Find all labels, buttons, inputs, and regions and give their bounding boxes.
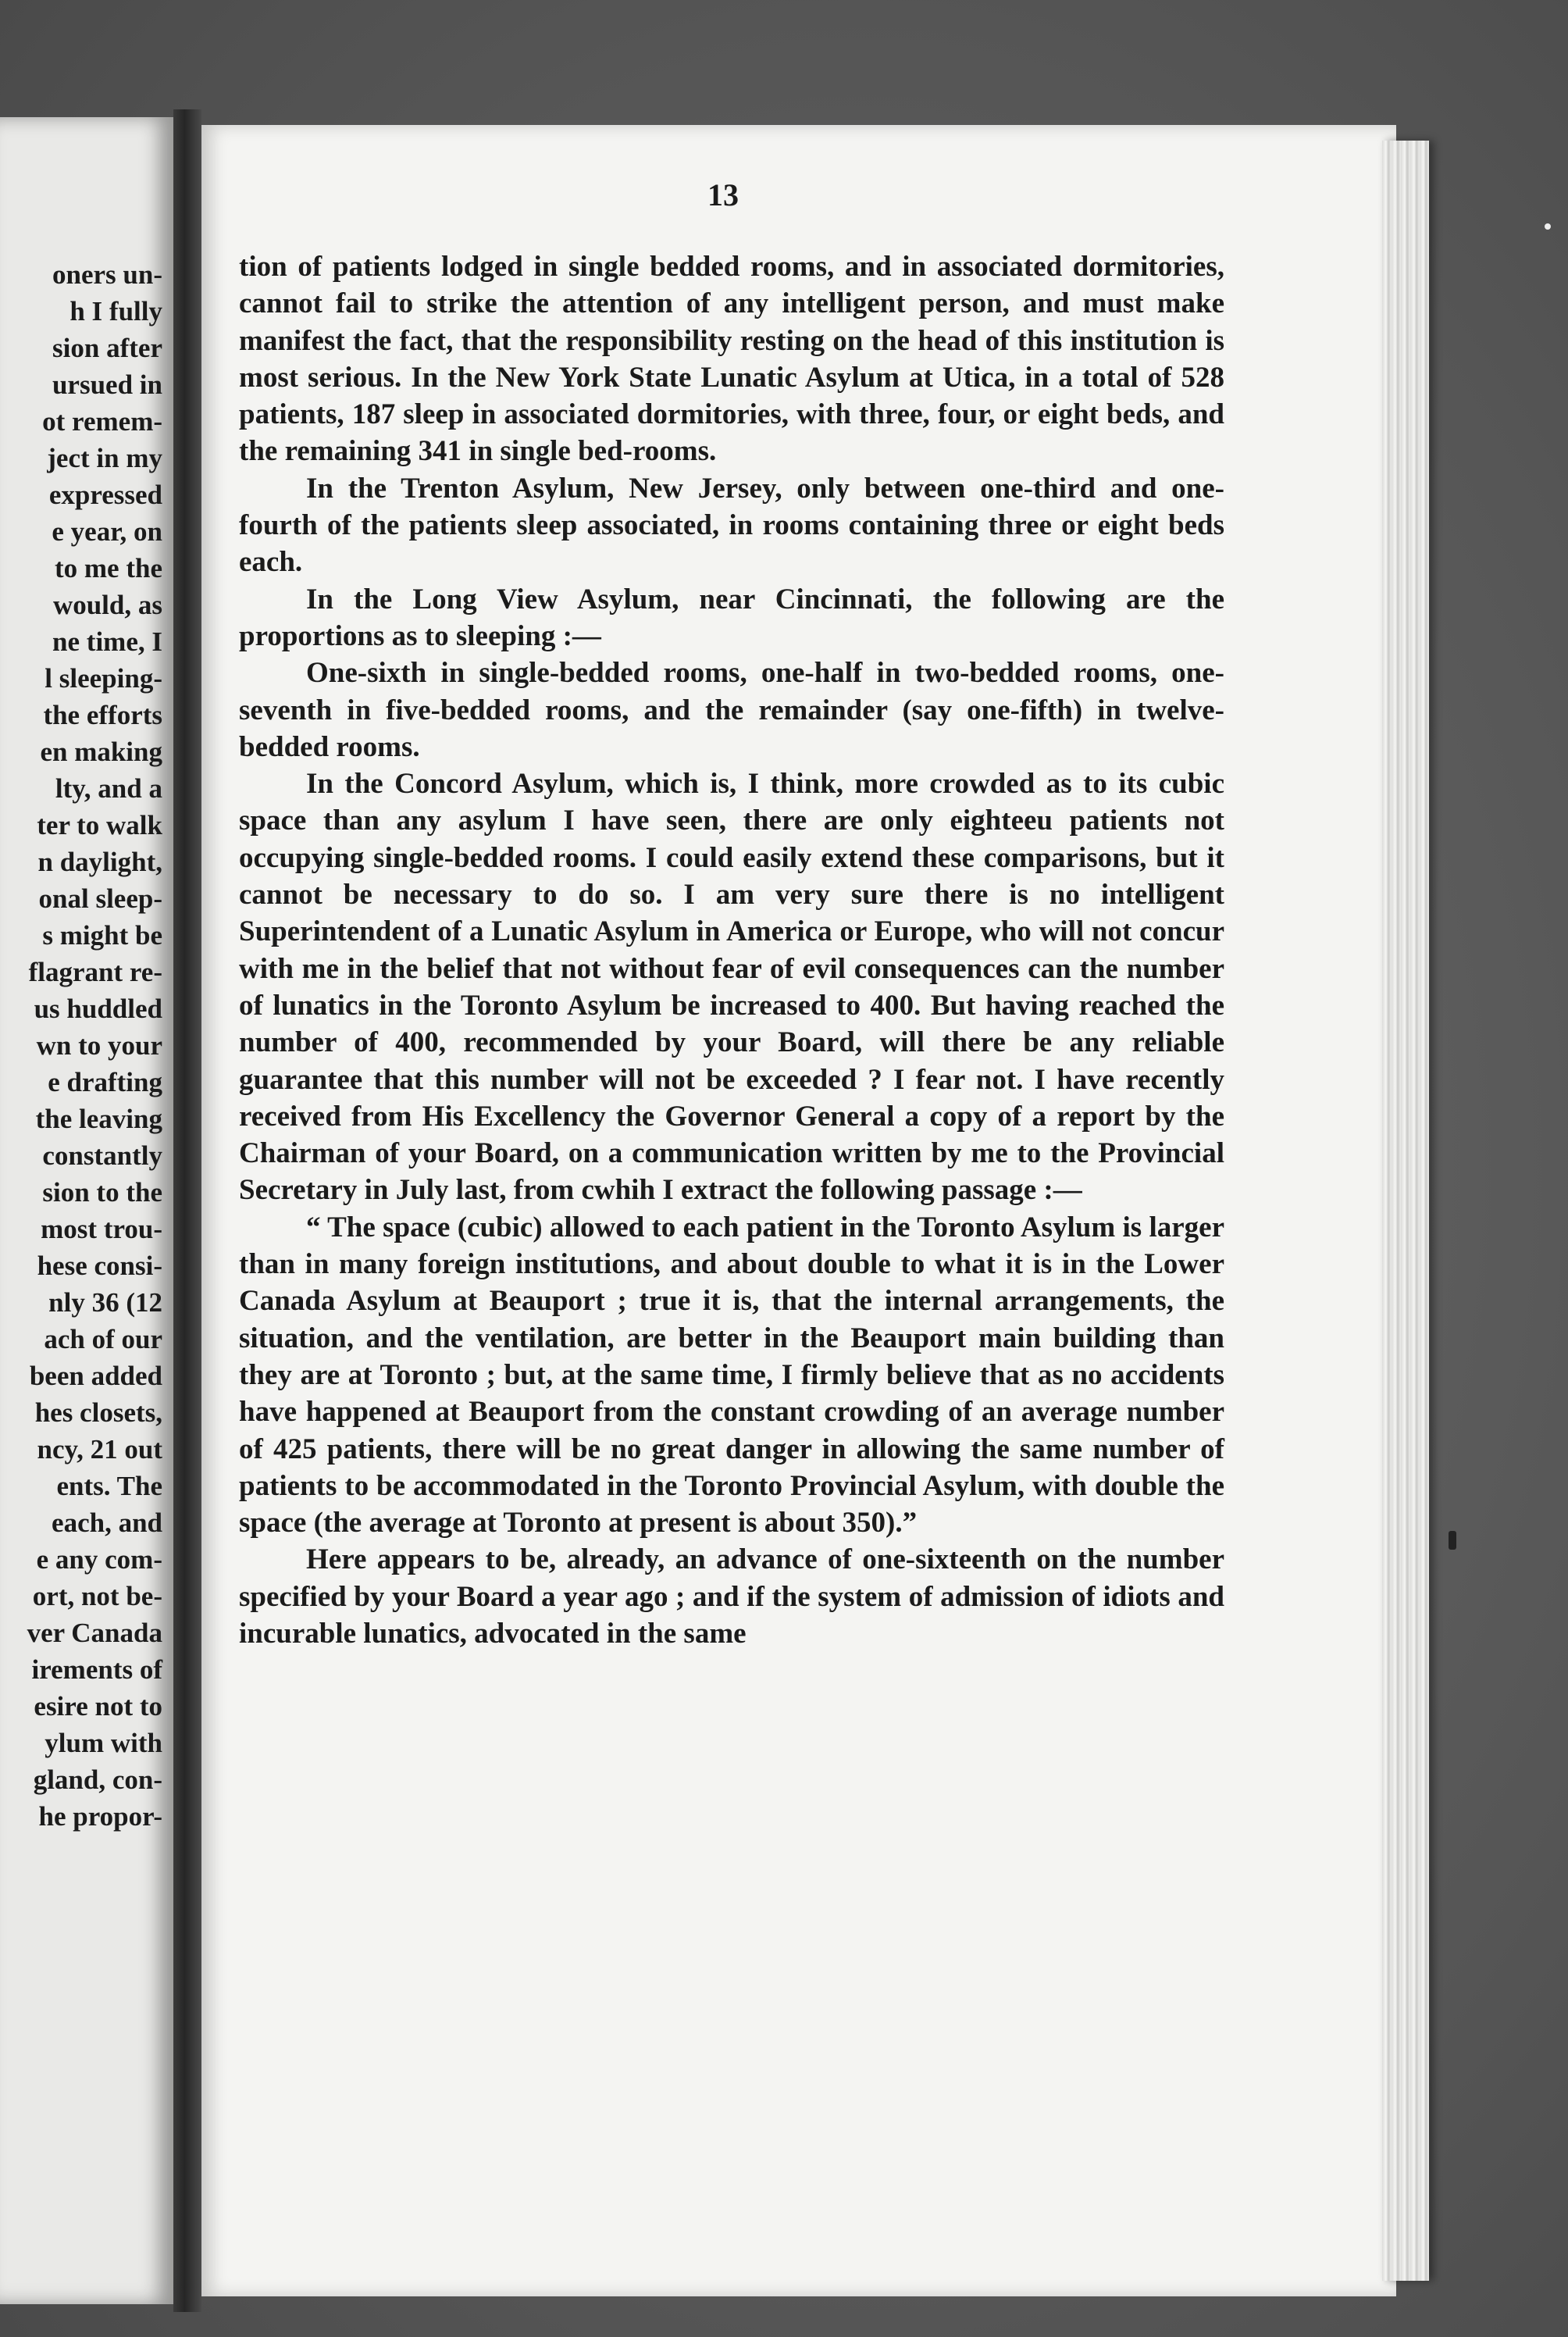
page-body-text — [239, 248, 1224, 1652]
previous-page-line: ject in my — [47, 443, 162, 473]
paragraph: In the Long View Asylum, near Cincinnati, the following are the proportions as to sleeping :— — [239, 583, 1224, 652]
previous-page-line: us huddled — [34, 994, 162, 1024]
previous-page-line: oners un- — [52, 259, 162, 290]
previous-page-line: constantly — [42, 1140, 162, 1171]
previous-page-line: the efforts — [43, 700, 162, 730]
previous-page-line: sion to the — [42, 1177, 162, 1208]
previous-page-line: s might be — [42, 920, 162, 951]
previous-page-line: to me the — [54, 553, 162, 583]
previous-page-line: hes closets, — [34, 1397, 162, 1428]
paragraph: Here appears to be, already, an advance of one-sixteenth on the number specified by your Board a year ago ; and if the system of admission of idiots and incurable lunatics, advocated in the same — [239, 1543, 1224, 1650]
paragraph: “ The space (cubic) allowed to each patient in the Toronto Asylum is larger than in many foreign institutions, and about double to what it is in the Lower Canada Asylum at Beauport ; true it is, that the internal arrangements, the situation, and the ventilation, are better in the Beauport main building than they are at Toronto ; but, at the same time, I firmly believe that as no accidents have happened at Beauport from the constant crowding of an average number of 425 patients, there will be no great danger in allowing the same number of patients to be accommodated in the Toronto Provincial Asylum, with double the space (the average at Toronto at present is about 350).” — [239, 1211, 1224, 1540]
previous-page-line: ursued in — [52, 369, 162, 400]
film-speck — [1449, 1531, 1456, 1550]
book-gutter — [173, 109, 201, 2312]
previous-page-line: been added — [29, 1361, 162, 1391]
previous-page-line: nly 36 (12 — [48, 1287, 162, 1318]
previous-page-line: ver Canada — [27, 1618, 162, 1648]
previous-page-line: ne time, I — [52, 626, 162, 657]
previous-page-line: expressed — [48, 480, 162, 510]
previous-page-line: ort, not be- — [32, 1581, 162, 1611]
previous-page-line: l sleeping- — [45, 663, 162, 694]
previous-page-line: e any com- — [36, 1544, 162, 1575]
previous-page-line: e year, on — [52, 516, 162, 547]
previous-page-line: the leaving — [35, 1104, 162, 1134]
paragraph: tion of patients lodged in single bedded rooms, and in associated dormitories, cannot fail to strike the attention of any intelligent person, and must make manifest the fact, that the responsibility resting on the head of this institution is most serious. In the New York State Lunatic Asylum at Utica, in a total of 528 patients, 187 sleep in associated dormitories, with three, four, or eight beds, and the remaining 341 in single bed-rooms. — [239, 251, 1224, 468]
previous-page-line: lty, and a — [55, 773, 162, 804]
previous-page-line: h I fully — [69, 296, 162, 326]
paragraph: In the Trenton Asylum, New Jersey, only between one-third and one-fourth of the patients sleep associated, in rooms containing three or eight beds each. — [239, 472, 1224, 579]
previous-page-line: would, as — [52, 590, 162, 620]
paragraph: In the Concord Asylum, which is, I think, more crowded as to its cubic space than any asylum I have seen, there are only eighteeu patients not occupying single-bedded rooms. I could easily extend these comparisons, but it cannot be necessary to do so. I am very sure there is no intelligent Superintendent of a Lunatic Asylum in America or Europe, who will not concur with me in the belief that not without fear of evil consequences can the number of lunatics in the Toronto Asylum be increased to 400. But having reached the number of 400, recommended by your Board, will there be any reliable guarantee that this number will not be exceeded ? I fear not. I have recently received from His Excellency the Governor General a copy of a report by the Chairman of your Board, on a communication written by me to the Provincial Secretary in July last, from cwhih I extract the following passage :— — [239, 768, 1224, 1207]
paragraph: One-sixth in single-bedded rooms, one-half in two-bedded rooms, one-seventh in five-bedded rooms, and the remainder (say one-fifth) in twelve-bedded rooms. — [239, 657, 1224, 763]
previous-page-line: esire not to — [34, 1691, 162, 1722]
previous-page-line: sion after — [52, 333, 162, 363]
previous-page-line: flagrant re- — [28, 957, 162, 987]
previous-page-line: ach of our — [44, 1324, 162, 1354]
previous-page-line: wn to your — [36, 1030, 162, 1061]
previous-page-line: n daylight, — [37, 847, 162, 877]
previous-page-line: ncy, 21 out — [37, 1434, 162, 1465]
previous-page-line: irements of — [31, 1654, 162, 1685]
previous-page-line: onal sleep- — [38, 883, 162, 914]
page-edges — [1382, 141, 1429, 2281]
previous-page-line: hese consi- — [37, 1251, 162, 1281]
previous-page-line: most trou- — [41, 1214, 162, 1244]
previous-page-line: ylum with — [45, 1728, 162, 1758]
previous-page-line: ter to walk — [37, 810, 162, 840]
page-number: 13 — [707, 177, 739, 212]
previous-page-line: each, and — [52, 1507, 162, 1538]
previous-page-text — [0, 256, 162, 1835]
previous-page-fragment — [0, 117, 173, 2304]
previous-page-line: ents. The — [56, 1471, 162, 1501]
film-speck — [1545, 223, 1551, 230]
previous-page-line: e drafting — [48, 1067, 162, 1097]
previous-page-line: he propor- — [38, 1801, 162, 1832]
previous-page-line: ot remem- — [42, 406, 162, 437]
previous-page-line: en making — [40, 737, 162, 767]
previous-page-line: gland, con- — [33, 1764, 162, 1795]
